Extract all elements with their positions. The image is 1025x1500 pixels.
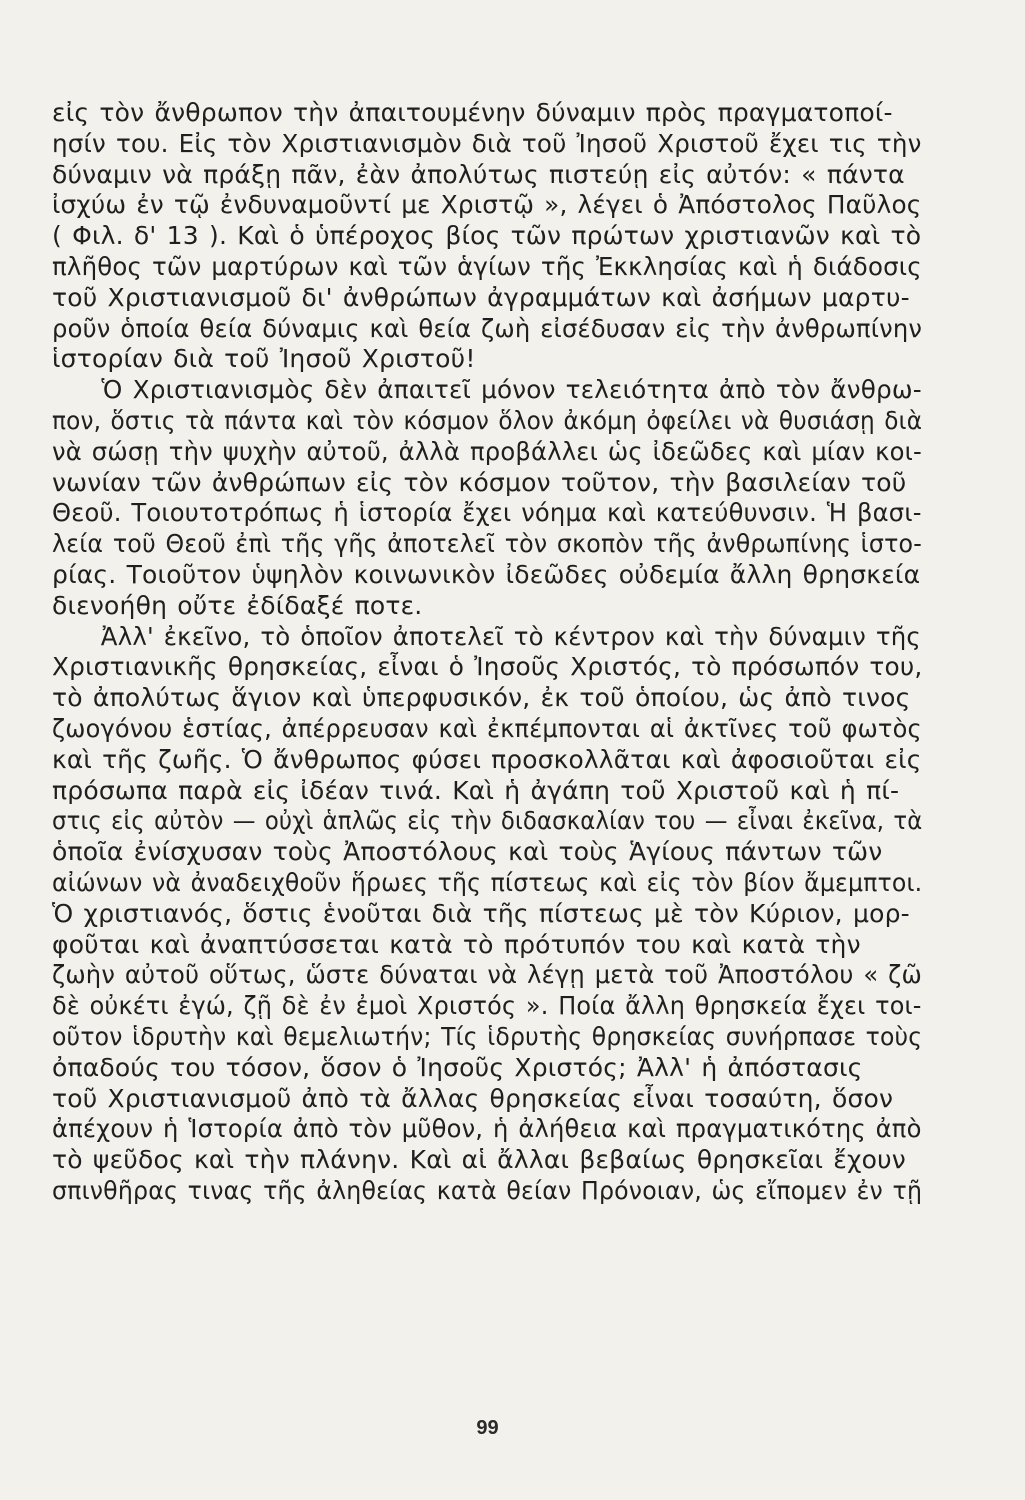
text-line: εἰς τὸν ἄνθρωπον τὴν ἀπαιτουμένην δύναμιν πρὸς πραγματοποί- <box>52 98 893 127</box>
text-line: οῦτον ἱδρυτὴν καὶ θεμελιωτήν; Τίς ἱδρυτὴς θρησκείας συνήρπασε τοὺς <box>52 1021 923 1051</box>
text-line: Ὁ χριστιανός, ὅστις ἑνοῦται διὰ τῆς πίστεως μὲ τὸν Κύριον, μορ- <box>52 898 910 928</box>
text-line: Ἀλλ' ἐκεῖνο, τὸ ὁποῖον ἀποτελεῖ τὸ κέντρον καὶ τὴν δύναμιν τῆς <box>100 621 921 651</box>
text-line: ( Φιλ. δ' 13 ). Καὶ ὁ ὑπέροχος βίος τῶν πρώτων χριστιανῶν καὶ τὸ <box>52 221 922 251</box>
text-line: νὰ σώσῃ τὴν ψυχὴν αὐτοῦ, ἀλλὰ προβάλλει ὡς ἰδεῶδες καὶ μίαν κοι- <box>52 436 922 466</box>
text-line: ὀπαδούς του τόσον, ὅσον ὁ Ἰησοῦς Χριστός; Ἀλλ' ἡ ἀπόστασις <box>52 1052 863 1082</box>
text-line: τοῦ Χριστιανισμοῦ ἀπὸ τὰ ἄλλας θρησκείας εἶναι τοσαύτη, ὅσον <box>52 1083 894 1113</box>
text-line: δύναμιν νὰ πράξῃ πᾶν, ἐὰν ἀπολύτως πιστεύῃ εἰς αὐτόν: « πάντα <box>52 159 905 189</box>
text-line: ἱστορίαν διὰ τοῦ Ἰησοῦ Χριστοῦ! <box>52 344 476 374</box>
text-line: ὁποῖα ἐνίσχυσαν τοὺς Ἀποστόλους καὶ τοὺς Ἁγίους πάντων τῶν <box>52 837 883 867</box>
body-text <box>52 98 922 1207</box>
text-line: πλῆθος τῶν μαρτύρων καὶ τῶν ἁγίων τῆς Ἐκκλησίας καὶ ἡ διάδοσις <box>52 251 922 281</box>
text-line: ρίας. Τοιοῦτον ὑψηλὸν κοινωνικὸν ἰδεῶδες οὐδεμία ἄλλη θρησκεία <box>52 559 921 589</box>
text-line: αἰώνων νὰ ἀναδειχθοῦν ἥρωες τῆς πίστεως καὶ εἰς τὸν βίον ἄμεμπτοι. <box>52 867 923 897</box>
text-line: στις εἰς αὐτὸν — οὐχὶ ἁπλῶς εἰς τὴν διδασκαλίαν του — εἶναι ἐκεῖνα, τὰ <box>52 806 923 836</box>
page-number: 99 <box>476 1417 499 1439</box>
text-line: δὲ οὐκέτι ἐγώ, ζῇ δὲ ἐν ἐμοὶ Χριστός ». Ποία ἄλλη θρησκεία ἔχει τοι- <box>52 991 922 1021</box>
text-line: ζωὴν αὐτοῦ οὕτως, ὥστε δύναται νὰ λέγῃ μετὰ τοῦ Ἀποστόλου « ζῶ <box>52 960 922 990</box>
text-line: ἰσχύω ἐν τῷ ἐνδυναμοῦντί με Χριστῷ », λέγει ὁ Ἀπόστολος Παῦλος <box>52 190 922 220</box>
text-line: πον, ὅστις τὰ πάντα καὶ τὸν κόσμον ὅλον ἀκόμη ὀφείλει νὰ θυσιάσῃ διὰ <box>52 405 923 435</box>
text-line: σπινθῆρας τινας τῆς ἀληθείας κατὰ θείαν Πρόνοιαν, ὡς εἴπομεν ἐν τῇ <box>52 1175 923 1205</box>
text-line: λεία τοῦ Θεοῦ ἐπὶ τῆς γῆς ἀποτελεῖ τὸν σκοπὸν τῆς ἀνθρωπίνης ἱστο- <box>52 529 922 559</box>
text-line: Ὁ Χριστιανισμὸς δὲν ἀπαιτεῖ μόνον τελειότητα ἀπὸ τὸν ἄνθρω- <box>101 375 922 405</box>
text-line: τὸ ἀπολύτως ἅγιον καὶ ὑπερφυσικόν, ἐκ τοῦ ὁποίου, ὡς ἀπὸ τινος <box>52 683 911 713</box>
text-line: τοῦ Χριστιανισμοῦ δι' ἀνθρώπων ἀγραμμάτων καὶ ἀσήμων μαρτυ- <box>52 282 910 312</box>
text-line: Θεοῦ. Τοιουτοτρόπως ἡ ἱστορία ἔχει νόημα καὶ κατεύθυνσιν. Ἡ βασι- <box>52 498 922 528</box>
text-line: ησίν του. Εἰς τὸν Χριστιανισμὸν διὰ τοῦ Ἰησοῦ Χριστοῦ ἔχει τις τὴν <box>52 128 922 158</box>
text-line: πρόσωπα παρὰ εἰς ἰδέαν τινά. Καὶ ἡ ἀγάπη τοῦ Χριστοῦ καὶ ἡ πί- <box>52 775 900 805</box>
text-line: τὸ ψεῦδος καὶ τὴν πλάνην. Καὶ αἱ ἄλλαι βεβαίως θρησκεῖαι ἔχουν <box>52 1145 906 1175</box>
text-line: νωνίαν τῶν ἀνθρώπων εἰς τὸν κόσμον τοῦτον, τὴν βασιλείαν τοῦ <box>52 467 907 497</box>
text-line: ζωογόνου ἑστίας, ἀπέρρευσαν καὶ ἐκπέμπονται αἱ ἀκτῖνες τοῦ φωτὸς <box>52 713 922 743</box>
text-line: ἀπέχουν ἡ Ἱστορία ἀπὸ τὸν μῦθον, ἡ ἀλήθεια καὶ πραγματικότης ἀπὸ <box>52 1114 922 1144</box>
text-line: ροῦν ὁποία θεία δύναμις καὶ θεία ζωὴ εἰσέδυσαν εἰς τὴν ἀνθρωπίνην <box>52 313 923 343</box>
text-line: Χριστιανικῆς θρησκείας, εἶναι ὁ Ἰησοῦς Χριστός, τὸ πρόσωπόν του, <box>52 652 923 682</box>
text-line: διενοήθη οὔτε ἐδίδαξέ ποτε. <box>52 590 423 620</box>
text-line: καὶ τῆς ζωῆς. Ὁ ἄνθρωπος φύσει προσκολλᾶται καὶ ἀφοσιοῦται εἰς <box>52 744 922 774</box>
text-line: φοῦται καὶ ἀναπτύσσεται κατὰ τὸ πρότυπόν του καὶ κατὰ τὴν <box>52 929 861 959</box>
